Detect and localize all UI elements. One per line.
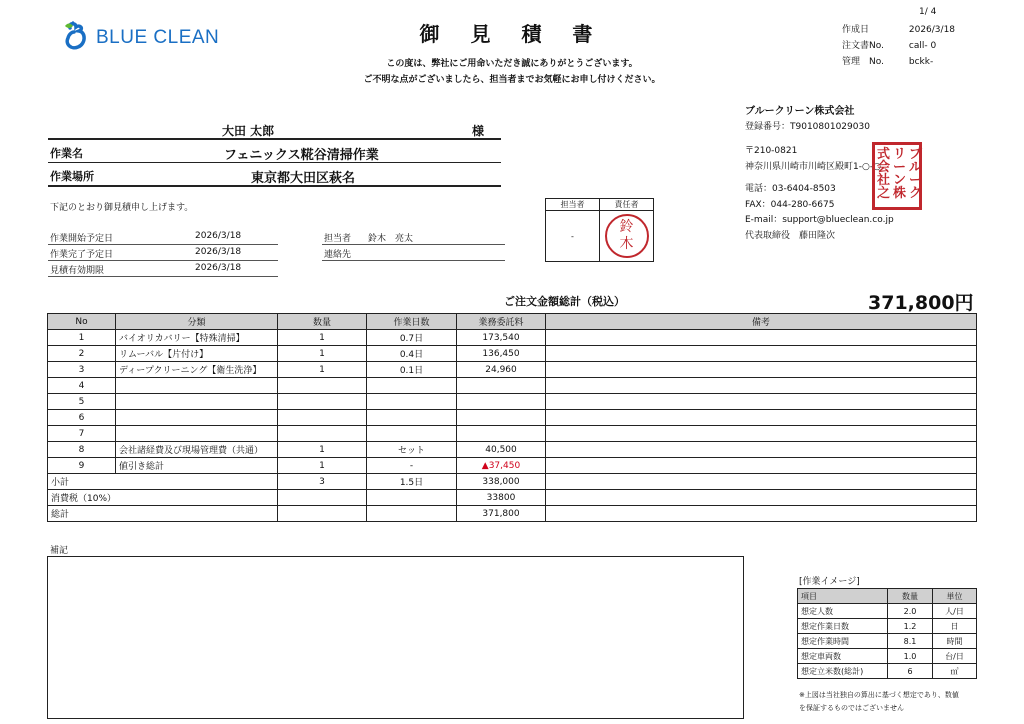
work-image-footnote: ※上図は当社独自の算出に基づく想定であり、数値 を保証するものではございません — [799, 691, 959, 712]
table-row: 5 — [48, 394, 977, 410]
approval-stamps — [545, 198, 654, 262]
notes-label: 補記 — [50, 546, 69, 556]
greeting-line-2: ご不明な点がございましたら、担当者までお気軽にお申し付けください。 — [363, 75, 661, 85]
col-header-note: 備考 — [546, 314, 977, 330]
table-row: 8 会社諸経費及び現場管理費（共通） 1 セット 40,500 — [48, 442, 977, 458]
table-row: 3 ディープクリーニング【衛生洗浄】 1 0.1日 24,960 — [48, 362, 977, 378]
table-row: 9 値引き総計 1 - ▲37,450 — [48, 458, 977, 474]
table-row: 2 リムーバル【片付け】 1 0.4日 136,450 — [48, 346, 977, 362]
company-name: ブルークリーン株式会社 — [745, 106, 855, 117]
work-image-table — [797, 588, 977, 679]
work-image-row: 想定車両数 1.0 台/日 — [798, 649, 977, 664]
col-header-fee: 業務委託料 — [457, 314, 546, 330]
work-site-label: 作業場所 — [50, 170, 94, 183]
work-image-header: 項目 数量 単位 — [798, 589, 977, 604]
document-meta — [842, 22, 955, 70]
col-header-no: No — [48, 314, 116, 330]
work-name: フェニックス糀谷清掃作業 — [224, 148, 379, 163]
page-number: 1/ 4 — [919, 7, 937, 17]
company-seal: ブ ル ー ク リ ー ン 株 式 会 社 之 — [872, 142, 922, 210]
logo-text: BLUE CLEAN — [96, 27, 220, 48]
company-email: E-mail：support@blueclean.co.jp — [745, 215, 894, 225]
table-row: 7 — [48, 426, 977, 442]
col-header-qty: 数量 — [278, 314, 367, 330]
schedule-start: 作業開始予定日 2026/3/18 — [48, 230, 278, 245]
manager-seal: 鈴 木 — [605, 214, 649, 258]
schedule-end: 作業完了予定日 2026/3/18 — [48, 246, 278, 261]
document-title: 御 見 積 書 — [419, 22, 605, 46]
total-amount: 371,800円 — [868, 292, 974, 314]
table-header-row — [48, 314, 977, 330]
notes-box[interactable] — [47, 556, 744, 719]
table-row: 1 バイオリカバリー【特殊清掃】 1 0.7日 173,540 — [48, 330, 977, 346]
company-zip: 〒210-0821 — [745, 146, 798, 156]
subtotal-row: 小計 3 1.5日 338,000 — [48, 474, 977, 490]
stamp-staff: - — [546, 211, 600, 262]
discount-value: ▲37,450 — [457, 458, 546, 474]
greeting-line-1: この度は、弊社にご用命いただき誠にありがとうございます。 — [386, 59, 638, 69]
company-address: 神奈川県川崎市川崎区殿町1-○-○ — [745, 161, 881, 172]
meta-order-no: 注文書No. call- 0 — [842, 41, 937, 51]
total-label: ご注文金額総計（税込） — [504, 295, 625, 308]
work-image-row: 想定人数 2.0 人/日 — [798, 604, 977, 619]
work-site: 東京都大田区萩名 — [251, 171, 356, 186]
grand-total-row: 総計 371,800 — [48, 506, 977, 522]
contact-tel: 連絡先 — [322, 246, 505, 261]
table-row: 4 — [48, 378, 977, 394]
stamp-header-staff: 担当者 — [546, 199, 600, 211]
work-image-row: 想定立米数(総計) 6 ㎥ — [798, 664, 977, 679]
work-image-row: 想定作業日数 1.2 日 — [798, 619, 977, 634]
company-tel: 電話：03-6404-8503 — [745, 184, 836, 194]
estimate-table — [47, 313, 977, 522]
company-rep: 代表取締役 藤田隆次 — [745, 230, 836, 241]
customer-honorific: 様 — [472, 124, 485, 138]
company-reg: 登録番号：T9010801029030 — [745, 121, 870, 132]
tax-row: 消費税（10%） 33800 — [48, 490, 977, 506]
schedule-expiry: 見積有効期限 2026/3/18 — [48, 262, 278, 277]
stamp-header-manager: 責任者 — [600, 199, 654, 211]
customer-block — [48, 118, 501, 187]
work-image-row: 想定作業時間 8.1 時間 — [798, 634, 977, 649]
contact-person: 担当者 鈴木 亮太 — [322, 230, 505, 245]
customer-name: 大田 太郎 — [222, 124, 275, 138]
company-fax: FAX：044-280-6675 — [745, 199, 835, 210]
table-row: 6 — [48, 410, 977, 426]
work-image-title: [作業イメージ] — [799, 577, 860, 587]
meta-control-no: 管理 No. bckk- — [842, 57, 934, 67]
intro-text: 下記のとおり御見積申し上げます。 — [50, 203, 194, 213]
work-name-label: 作業名 — [50, 147, 83, 160]
meta-created: 作成日 2026/3/18 — [842, 25, 956, 35]
col-header-item: 分類 — [116, 314, 278, 330]
col-header-days: 作業日数 — [367, 314, 457, 330]
